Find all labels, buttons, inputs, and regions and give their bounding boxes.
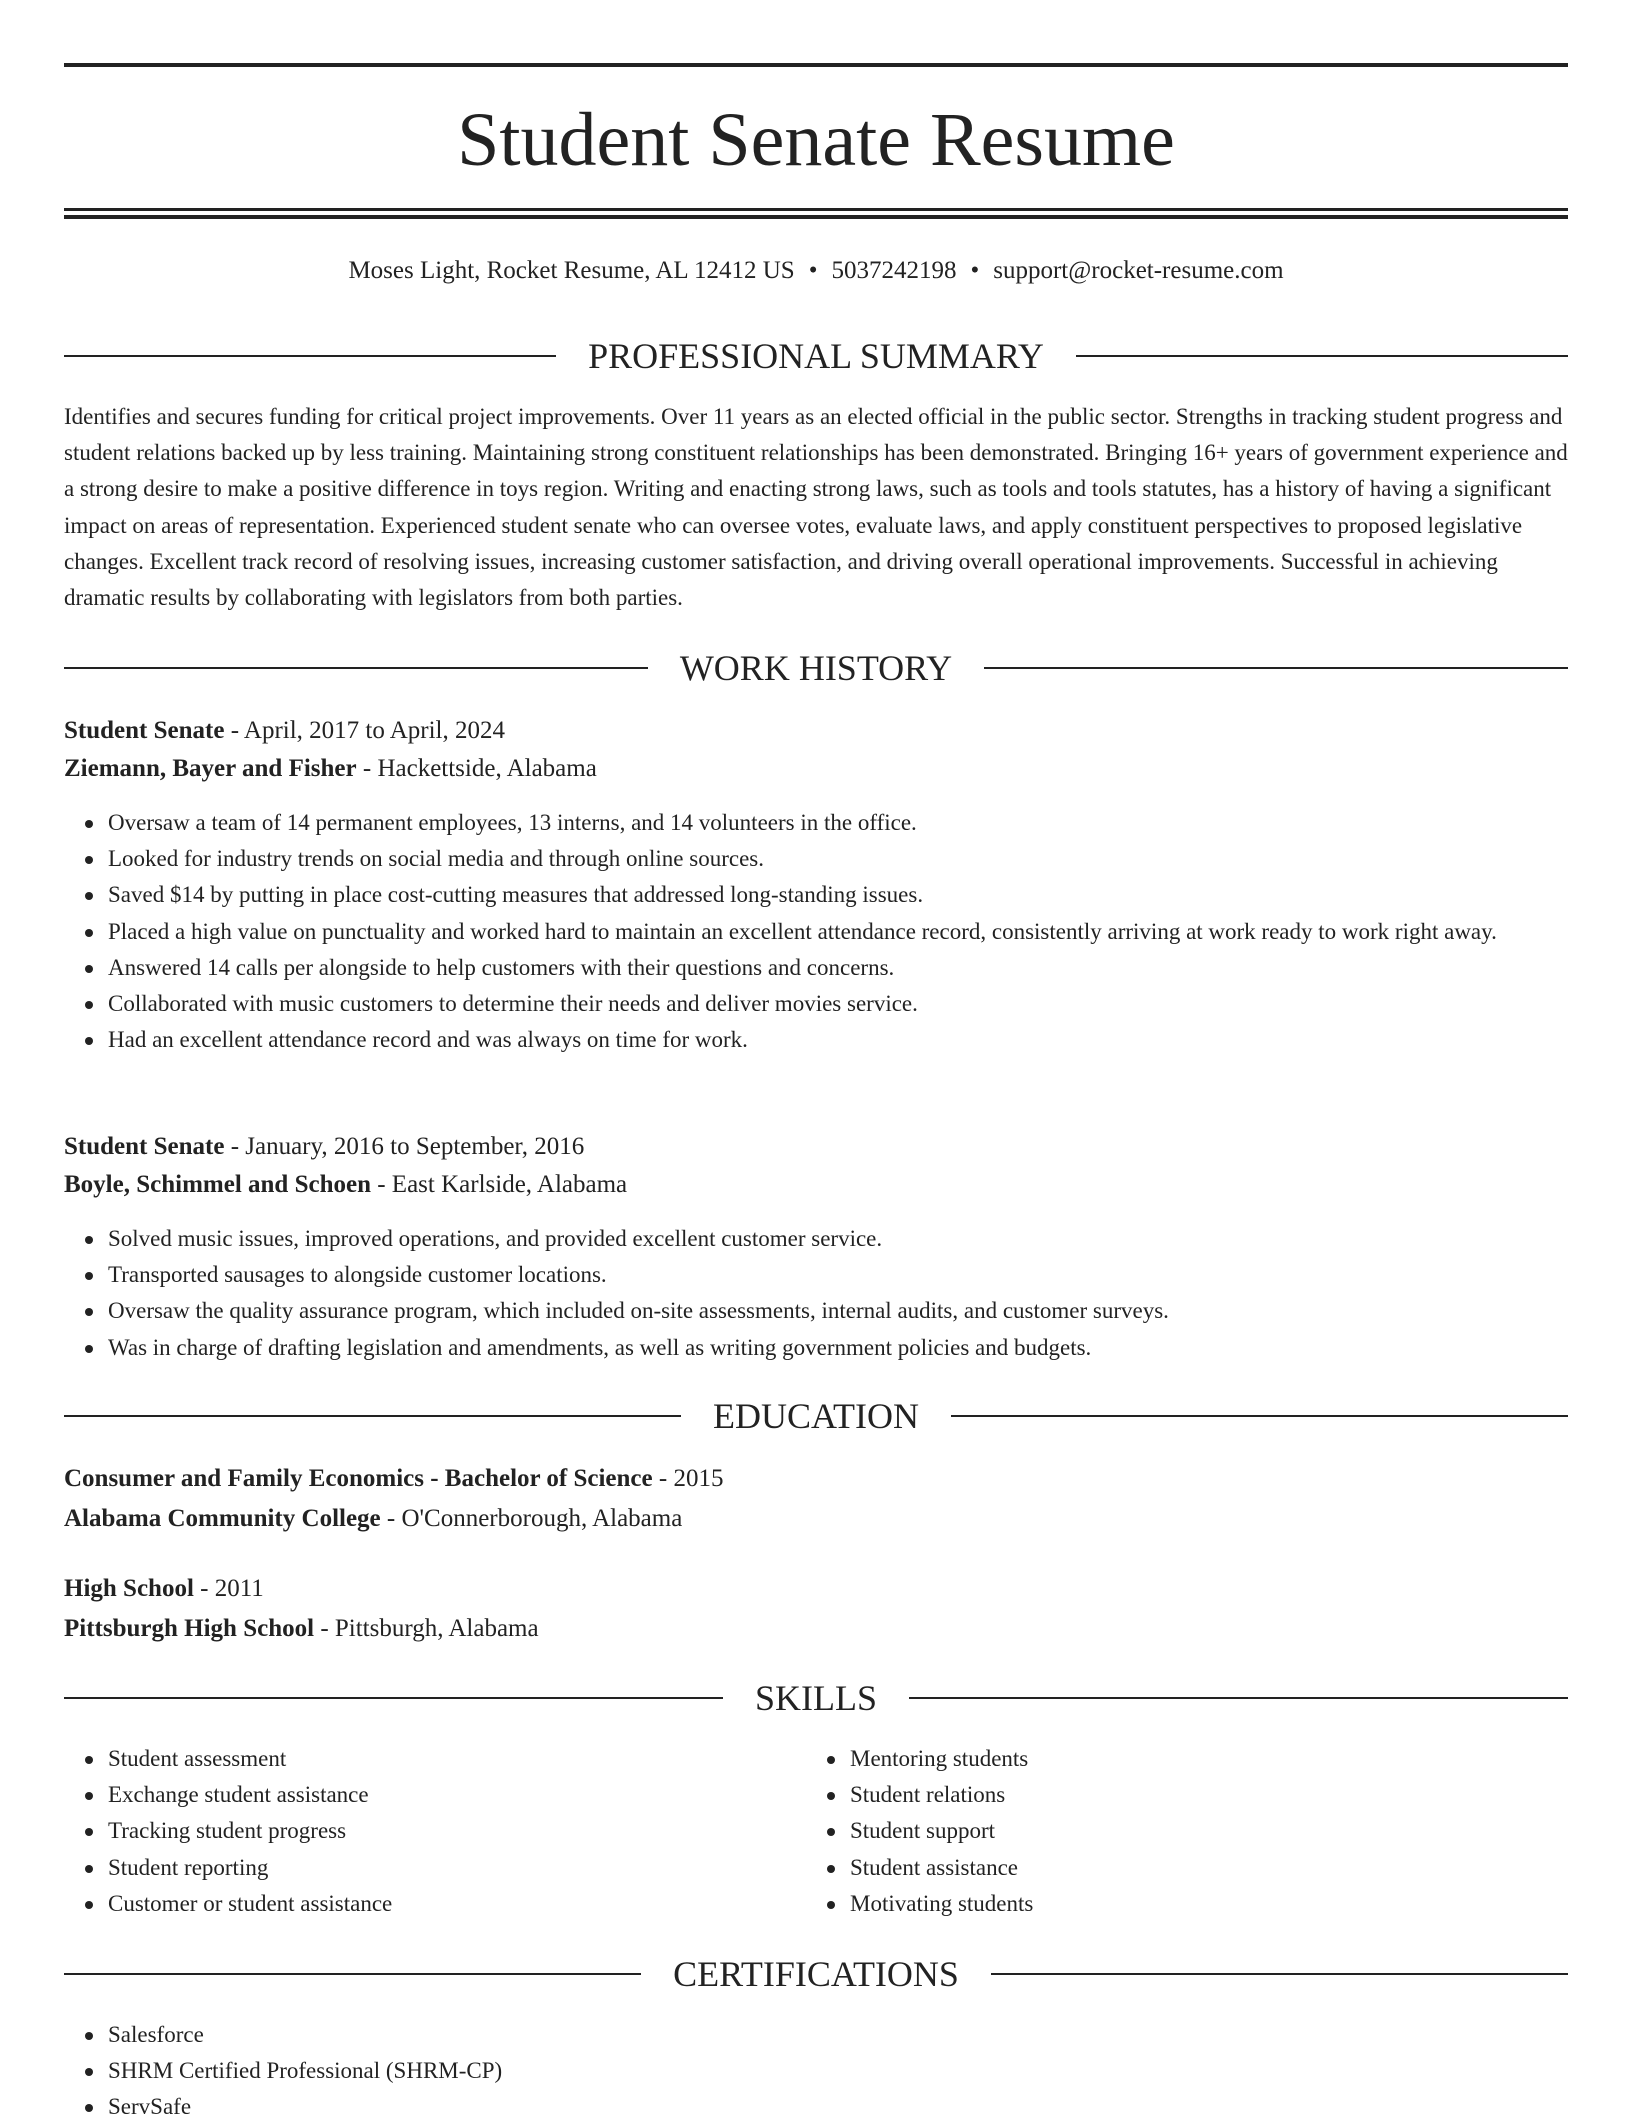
title-rule-lower [64, 215, 1568, 219]
job-2-bullet: Solved music issues, improved operations, and provided excellent customer service. [108, 1221, 1568, 1257]
heading-rule [64, 1697, 723, 1699]
section-skills-heading [64, 1673, 1568, 1723]
top-rule [64, 63, 1568, 67]
job-1-title-line [64, 713, 1568, 749]
skill-item: Student assistance [850, 1850, 1632, 1886]
skill-item: Student relations [850, 1777, 1632, 1813]
education-1-degree: Consumer and Family Economics - Bachelor of Science [64, 1465, 653, 1492]
job-1-location: - Hackettside, Alabama [356, 755, 597, 782]
education-1-school-line [64, 1501, 1568, 1537]
job-2-title: Student Senate [64, 1133, 225, 1160]
job-2-title-line [64, 1129, 1568, 1165]
job-2-bullets [64, 1221, 1568, 1366]
section-education-heading [64, 1391, 1568, 1441]
heading-rule [951, 1415, 1568, 1417]
section-skills-label: SKILLS [755, 1678, 878, 1718]
education-2-degree: High School [64, 1575, 194, 1602]
summary-text: Identifies and secures funding for critical project improvements. Over 11 years as an elected official in the public sector. Strengths in tracking student progress and student relations backed up by less training. Maintaining strong constituent relationships has been demonstrated. Bringing 16+ years of government experience and a strong desire to make a positive difference in toys region. Writing and enacting strong laws, such as tools and tools statutes, has a history of having a significant impact on areas of representation. Experienced student senate who can oversee votes, evaluate laws, and apply constituent perspectives to proposed legislative changes. Excellent track record of resolving issues, increasing customer satisfaction, and driving overall operational improvements. Successful in achieving dramatic results by collaborating with legislators from both parties. [64, 404, 1568, 611]
education-1-school: Alabama Community College [64, 1505, 381, 1532]
heading-rule [64, 1415, 681, 1417]
certification-item: Salesforce [108, 2017, 1568, 2053]
skill-item: Student support [850, 1813, 1632, 1849]
education-1-location: - O'Connerborough, Alabama [380, 1505, 683, 1532]
certifications-list [64, 2017, 1568, 2126]
heading-rule [991, 1973, 1568, 1975]
job-1-bullet: Had an excellent attendance record and was always on time for work. [108, 1022, 1568, 1058]
job-1-company: Ziemann, Bayer and Fisher [64, 755, 357, 782]
skill-item: Student reporting [108, 1850, 1568, 1886]
job-1-bullet: Answered 14 calls per alongside to help customers with their questions and concerns. [108, 950, 1568, 986]
education-2-school: Pittsburgh High School [64, 1615, 315, 1642]
skill-item: Mentoring students [850, 1741, 1632, 1777]
job-2-company: Boyle, Schimmel and Schoen [64, 1171, 371, 1198]
education-2-school-line [64, 1611, 1568, 1647]
education-2-year: - 2011 [193, 1575, 264, 1602]
section-work-label: WORK HISTORY [679, 648, 953, 688]
job-2-location: - East Karlside, Alabama [370, 1171, 628, 1198]
job-2-bullet: Oversaw the quality assurance program, which included on-site assessments, internal audits, and customer surveys. [108, 1293, 1568, 1329]
skills-list-right [806, 1741, 1632, 1922]
contact-line [64, 254, 1568, 288]
heading-rule [984, 667, 1568, 669]
education-2-location: - Pittsburgh, Alabama [314, 1615, 539, 1642]
contact-phone: 5037242198 [831, 257, 957, 284]
job-2-dates: - January, 2016 to September, 2016 [224, 1133, 585, 1160]
heading-rule [1076, 355, 1568, 357]
job-2-bullet: Was in charge of drafting legislation and amendments, as well as writing government policies and budgets. [108, 1330, 1568, 1366]
skill-item: Student assessment [108, 1741, 1568, 1777]
education-2-degree-line [64, 1571, 1568, 1607]
job-1-bullet: Placed a high value on punctuality and worked hard to maintain an excellent attendance record, consistently arriving at work ready to work right away. [108, 914, 1568, 950]
job-1-bullets [64, 805, 1568, 1058]
contact-separator: • [970, 257, 980, 284]
section-summary-label: PROFESSIONAL SUMMARY [588, 336, 1044, 376]
job-1-title: Student Senate [64, 717, 225, 744]
section-work-heading [64, 643, 1568, 693]
job-1-company-line [64, 751, 1568, 787]
section-education-label: EDUCATION [713, 1396, 919, 1436]
section-certifications-label: CERTIFICATIONS [673, 1954, 959, 1994]
skill-item: Exchange student assistance [108, 1777, 1568, 1813]
skill-item: Tracking student progress [108, 1813, 1568, 1849]
heading-rule [64, 355, 556, 357]
skill-item: Motivating students [850, 1886, 1632, 1922]
certification-item: SHRM Certified Professional (SHRM-CP) [108, 2053, 1568, 2089]
section-certifications-heading [64, 1949, 1568, 1999]
title-rule-upper [64, 208, 1568, 211]
education-1-degree-line [64, 1461, 1568, 1497]
heading-rule [64, 667, 648, 669]
heading-rule [909, 1697, 1568, 1699]
skill-item: Customer or student assistance [108, 1886, 1568, 1922]
job-2-bullet: Transported sausages to alongside customer locations. [108, 1257, 1568, 1293]
contact-address: Moses Light, Rocket Resume, AL 12412 US [348, 257, 795, 284]
job-1-dates: - April, 2017 to April, 2024 [224, 717, 505, 744]
job-1-bullet: Collaborated with music customers to determine their needs and deliver movies service. [108, 986, 1568, 1022]
certification-item: ServSafe [108, 2089, 1568, 2125]
contact-email: support@rocket-resume.com [993, 257, 1284, 284]
education-1-year: - 2015 [652, 1465, 724, 1492]
job-1-bullet: Oversaw a team of 14 permanent employees, 13 interns, and 14 volunteers in the office. [108, 805, 1568, 841]
job-2-company-line [64, 1167, 1568, 1203]
resume-title: Student Senate Resume [457, 98, 1175, 182]
job-1-bullet: Saved $14 by putting in place cost-cutting measures that addressed long-standing issues. [108, 877, 1568, 913]
contact-separator: • [808, 257, 818, 284]
heading-rule [64, 1973, 641, 1975]
section-summary-heading [64, 331, 1568, 381]
job-1-bullet: Looked for industry trends on social media and through online sources. [108, 841, 1568, 877]
